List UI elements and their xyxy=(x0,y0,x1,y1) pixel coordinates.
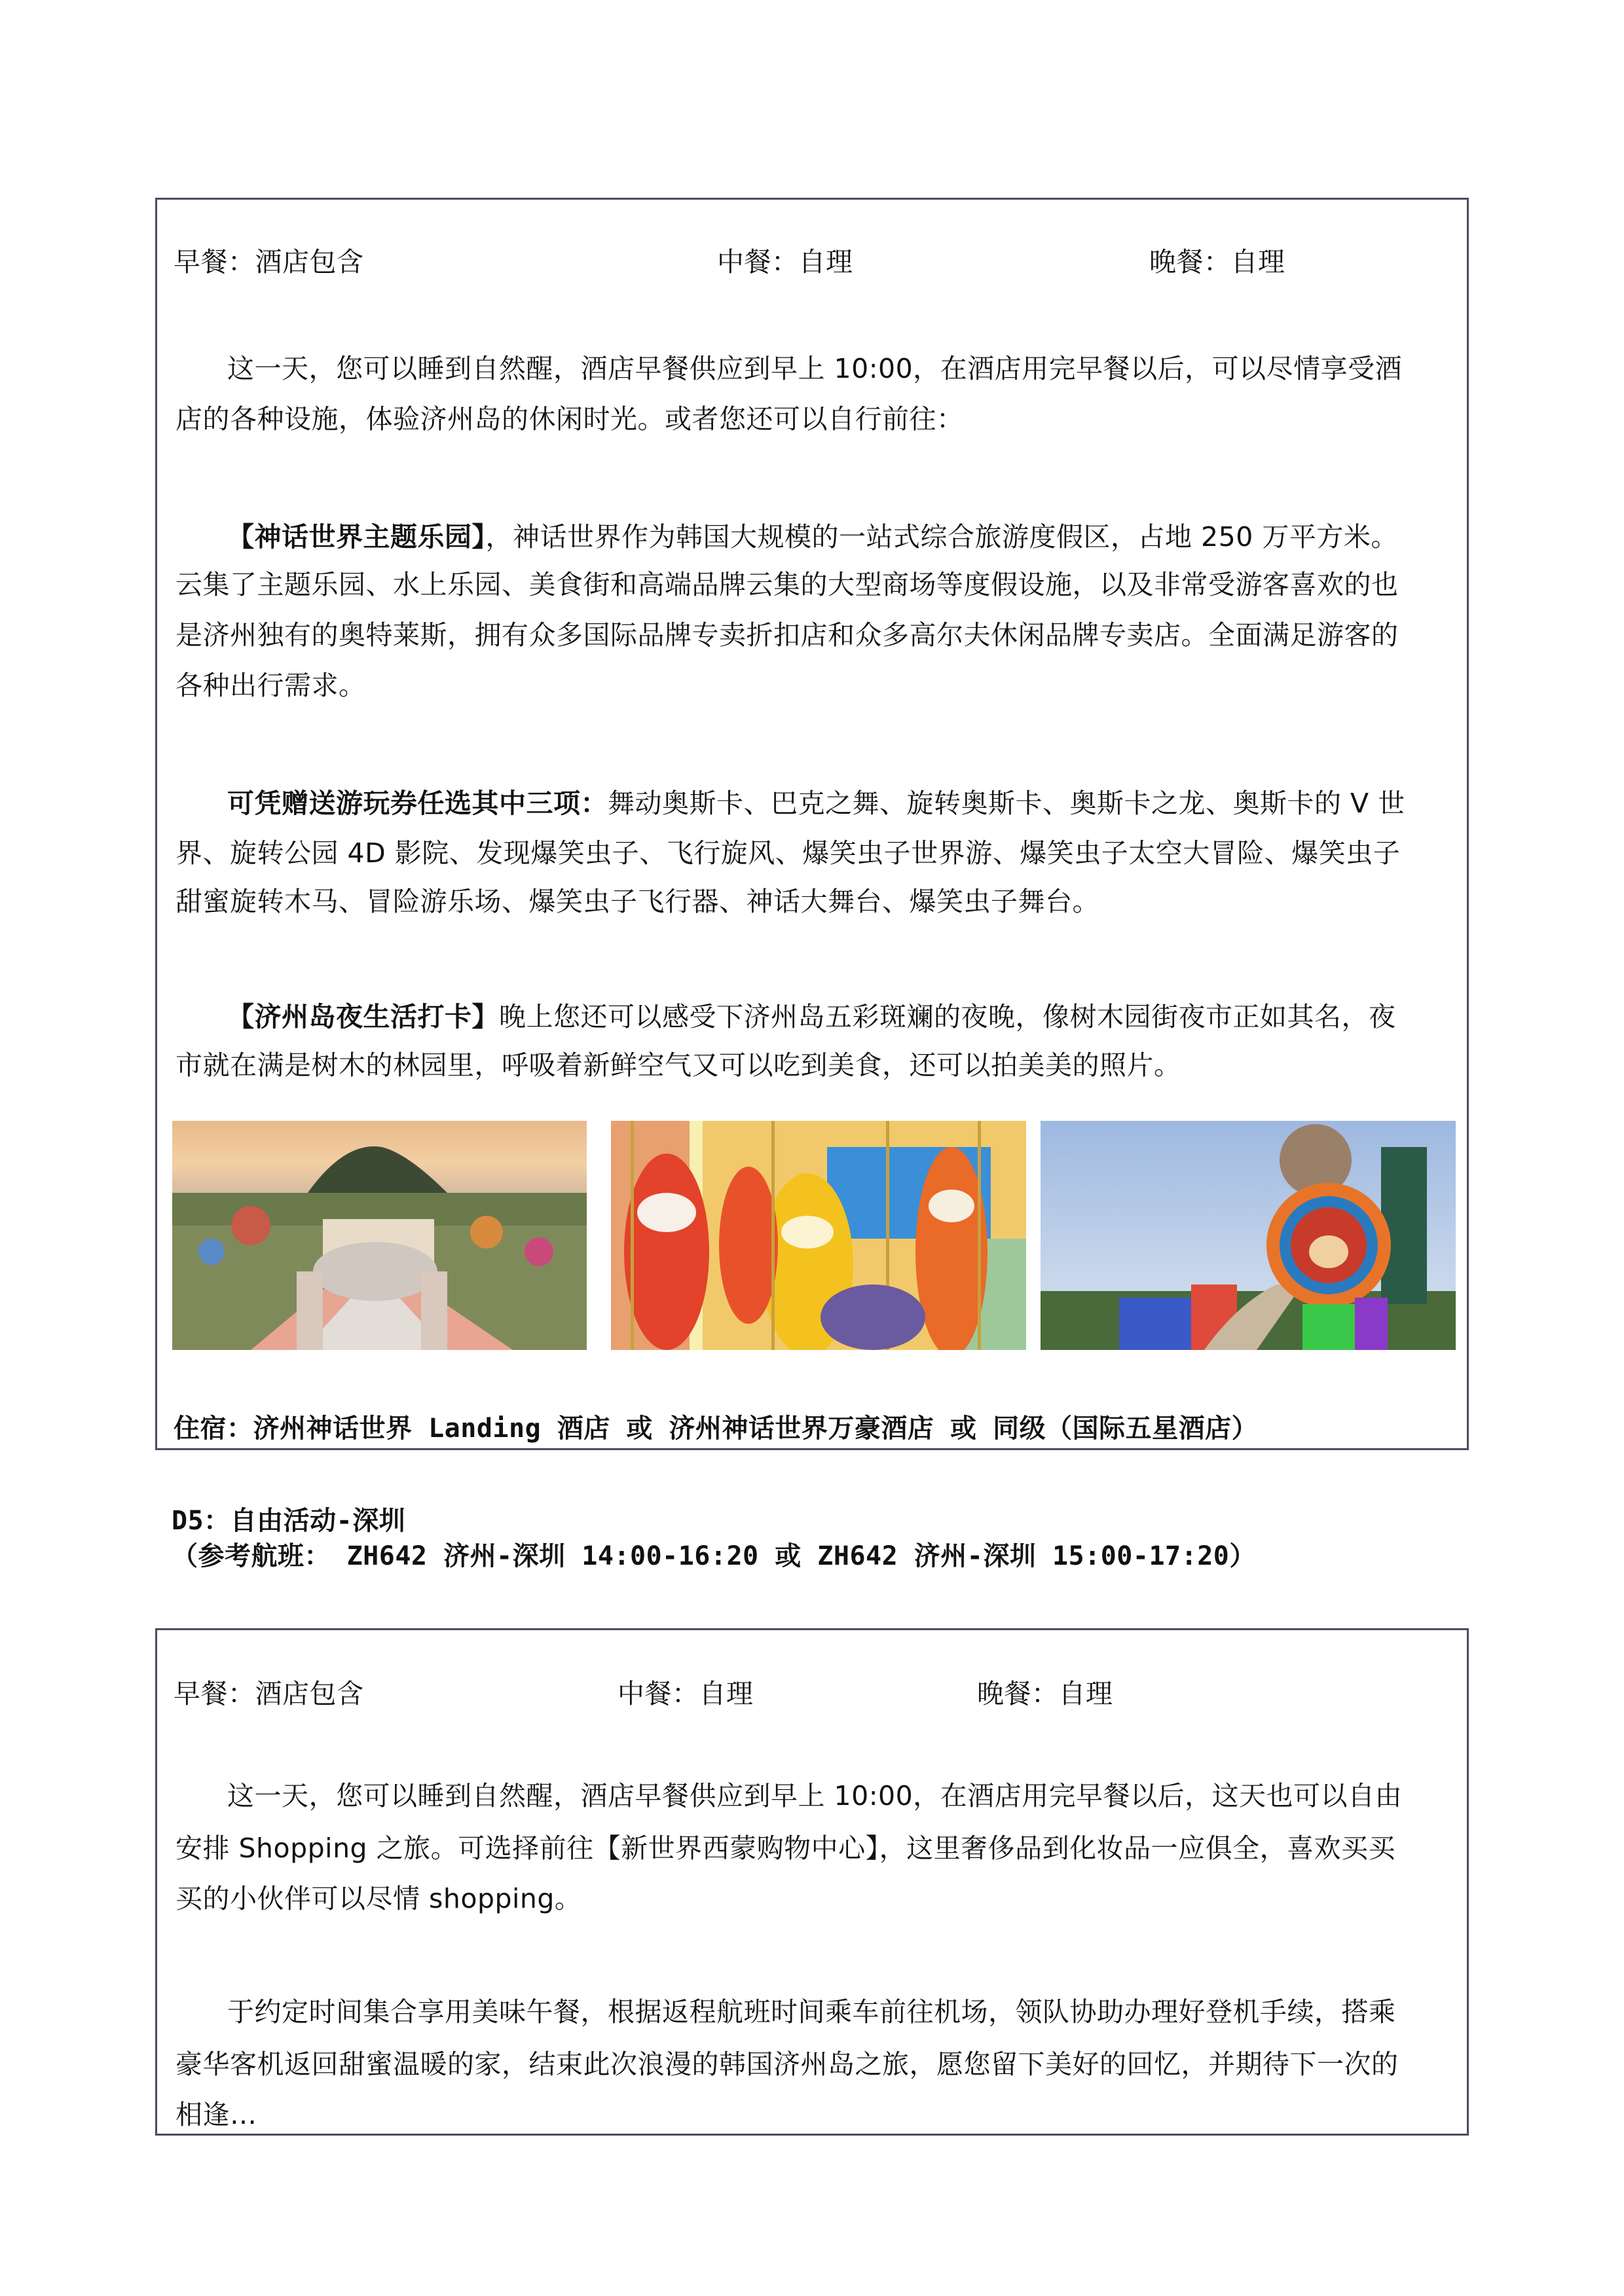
day5-flight-info: （参考航班： ZH642 济州-深圳 14:00-16:20 或 ZH642 济州-深圳 15:00-17:20） xyxy=(172,1541,1256,1571)
shopping-line-2: 安排 Shopping 之旅。可选择前往【新世界西蒙购物中心】，这里奢侈品到化妆品一应俱全，喜欢买买 xyxy=(175,1832,1396,1864)
shopping-line-3: 买的小伙伴可以尽情 shopping。 xyxy=(175,1883,582,1914)
vouchers-title: 可凭赠送游玩券任选其中三项： xyxy=(227,788,608,819)
nightlife-title: 【济州岛夜生活打卡】 xyxy=(227,1001,499,1032)
vouchers-paragraph-line-1 xyxy=(227,787,1405,820)
shopping-line-1: 这一天，您可以睡到自然醒，酒店早餐供应到早上 10:00，在酒店用完早餐以后，这天也可以自由 xyxy=(227,1780,1403,1812)
intro-line-1: 这一天，您可以睡到自然醒，酒店早餐供应到早上 10:00，在酒店用完早餐以后，可以尽情享受酒 xyxy=(227,353,1403,384)
nightlife-text: 晚上您还可以感受下济州岛五彩斑斓的夜晚，像树木园街夜市正如其名，夜 xyxy=(499,1001,1396,1032)
vouchers-line-3: 甜蜜旋转木马、冒险游乐场、爆笑虫子飞行器、神话大舞台、爆笑虫子舞台。 xyxy=(175,886,1099,917)
nightlife-paragraph-line-1 xyxy=(227,1000,1396,1033)
day5-lunch-label: 中餐：自理 xyxy=(618,1678,754,1709)
shinhwa-world-line-2: 云集了主题乐园、水上乐园、美食街和高端品牌云集的大型商场等度假设施，以及非常受游客喜欢的也 xyxy=(175,569,1399,600)
return-line-1: 于约定时间集合享用美味午餐，根据返程航班时间乘车前往机场，领队协助办理好登机手续，搭乘 xyxy=(227,1996,1396,2028)
shinhwa-world-paragraph-line-1 xyxy=(227,520,1398,553)
shinhwa-world-line-4: 各种出行需求。 xyxy=(175,670,366,701)
dinner-label: 晚餐：自理 xyxy=(1149,246,1285,278)
lunch-label: 中餐：自理 xyxy=(717,246,853,278)
shinhwa-world-aerial-photo xyxy=(172,1121,587,1350)
nightlife-line-2: 市就在满是树木的林园里，呼吸着新鲜空气又可以吃到美食，还可以拍美美的照片。 xyxy=(175,1049,1181,1081)
return-line-3: 相逢… xyxy=(175,2099,257,2130)
shinhwa-world-title: 【神话世界主题乐园】 xyxy=(227,521,486,553)
return-line-2: 豪华客机返回甜蜜温暖的家，结束此次浪漫的韩国济州岛之旅，愿您留下美好的回忆，并期待下一次的 xyxy=(175,2049,1399,2080)
theme-park-totem-photo xyxy=(1041,1121,1456,1350)
accommodation-info: 住宿：济州神话世界 Landing 酒店 或 济州神话世界万豪酒店 或 同级（国际五星酒店） xyxy=(174,1413,1259,1444)
day5-dinner-label: 晚餐：自理 xyxy=(977,1678,1113,1709)
intro-line-2: 店的各种设施，体验济州岛的休闲时光。或者您还可以自行前往： xyxy=(175,403,964,435)
shinhwa-world-line-3: 是济州独有的奥特莱斯，拥有众多国际品牌专卖折扣店和众多高尔夫休闲品牌专卖店。全面满足游客的 xyxy=(175,619,1399,651)
vouchers-text: 舞动奥斯卡、巴克之舞、旋转奥斯卡、奥斯卡之龙、奥斯卡的 V 世 xyxy=(608,788,1405,819)
day5-breakfast-label: 早餐：酒店包含 xyxy=(174,1678,364,1709)
larva-carousel-photo xyxy=(611,1121,1026,1350)
day5-title: D5：自由活动-深圳 xyxy=(172,1506,406,1536)
vouchers-line-2: 界、旋转公园 4D 影院、发现爆笑虫子、飞行旋风、爆笑虫子世界游、爆笑虫子太空大冒险、爆笑虫子 xyxy=(175,837,1401,869)
shinhwa-world-text: ，神话世界作为韩国大规模的一站式综合旅游度假区，占地 250 万平方米。 xyxy=(485,521,1398,553)
breakfast-label: 早餐：酒店包含 xyxy=(174,246,364,278)
